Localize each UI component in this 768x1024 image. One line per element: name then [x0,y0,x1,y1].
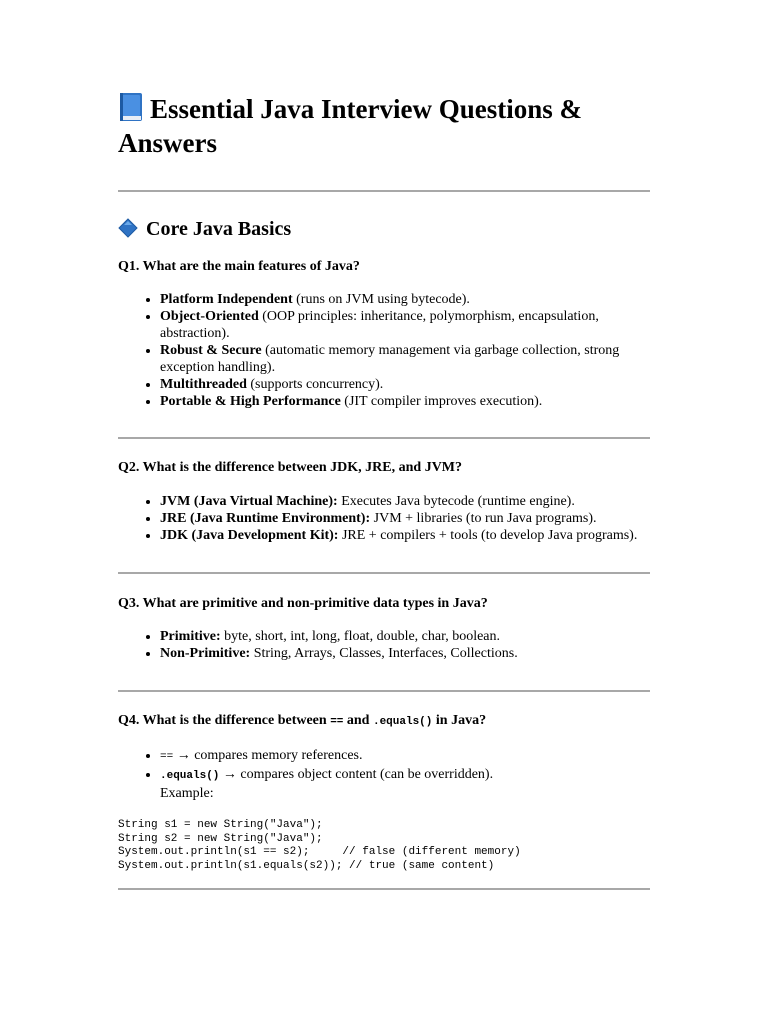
section-heading [118,217,650,241]
section-heading-text: Core Java Basics [146,218,292,240]
question-text: Q4. What is the difference between [118,713,331,728]
question-3: Q3. What are primitive and non-primitive data types in Java? [118,596,488,611]
list-item [160,291,650,308]
code-line: System.out.println(s1.equals(s2)); // true (same content) [118,859,495,872]
document-page [118,92,650,890]
term: Primitive: [160,629,221,644]
list-item [160,510,650,527]
list-item [160,376,650,393]
blue-diamond-icon [118,218,138,238]
question-text: in Java? [432,713,487,728]
description: byte, short, int, long, float, double, char, boolean. [220,629,501,644]
question-2: Q2. What is the difference between JDK, JRE, and JVM? [118,460,463,475]
description: Executes Java bytecode (runtime engine). [337,494,575,509]
list-item [160,393,650,410]
answer-list-4 [118,747,650,802]
page-title [118,92,650,160]
term: JVM (Java Virtual Machine): [160,494,338,509]
list-item [160,766,650,802]
list-item [160,747,650,766]
description: JVM + libraries (to run Java programs). [370,511,597,526]
description: → compares object content (can be overridden). [219,767,494,782]
description: (supports concurrency). [246,377,384,392]
description: → compares memory references. [173,748,363,763]
term: Multithreaded [160,377,247,392]
inline-code: .equals() [160,770,220,782]
inline-code: .equals() [372,716,433,728]
list-item [160,628,650,645]
example-label: Example: [160,786,214,801]
page-title-text: Essential Java Interview Questions & Answers [118,94,582,158]
question-text: and [343,713,373,728]
description: String, Arrays, Classes, Interfaces, Collections. [250,646,518,661]
list-item [160,527,650,544]
inline-code: == [160,751,174,763]
code-line: String s2 = new String("Java"); [118,832,323,845]
code-line: String s1 = new String("Java"); [118,819,323,831]
blue-book-icon [118,92,144,122]
list-item [160,308,650,342]
code-line: System.out.println(s1 == s2); // false (different memory) [118,846,521,858]
term: Robust & Secure [160,343,262,358]
inline-code: == [330,716,344,728]
term: JDK (Java Development Kit): [160,528,339,543]
term: Platform Independent [160,292,293,307]
code-block [118,819,650,873]
list-item [160,493,650,510]
list-item [160,342,650,376]
list-item [160,645,650,662]
term: JRE (Java Runtime Environment): [160,511,371,526]
question-1: Q1. What are the main features of Java? [118,259,360,274]
answer-list-3 [118,628,650,662]
term: Portable & High Performance [160,394,341,409]
description: (OOP principles: inheritance, polymorphism, encapsulation, abstraction). [160,309,599,341]
question-4 [118,712,650,731]
divider [118,888,650,890]
description: JRE + compilers + tools (to develop Java programs). [338,528,638,543]
term: Non-Primitive: [160,646,251,661]
description: (runs on JVM using bytecode). [292,292,470,307]
term: Object-Oriented [160,309,259,324]
description: (automatic memory management via garbage collection, strong exception handling). [160,343,620,375]
answer-list-2 [118,493,650,544]
description: (JIT compiler improves execution). [340,394,543,409]
answer-list-1 [118,291,650,410]
